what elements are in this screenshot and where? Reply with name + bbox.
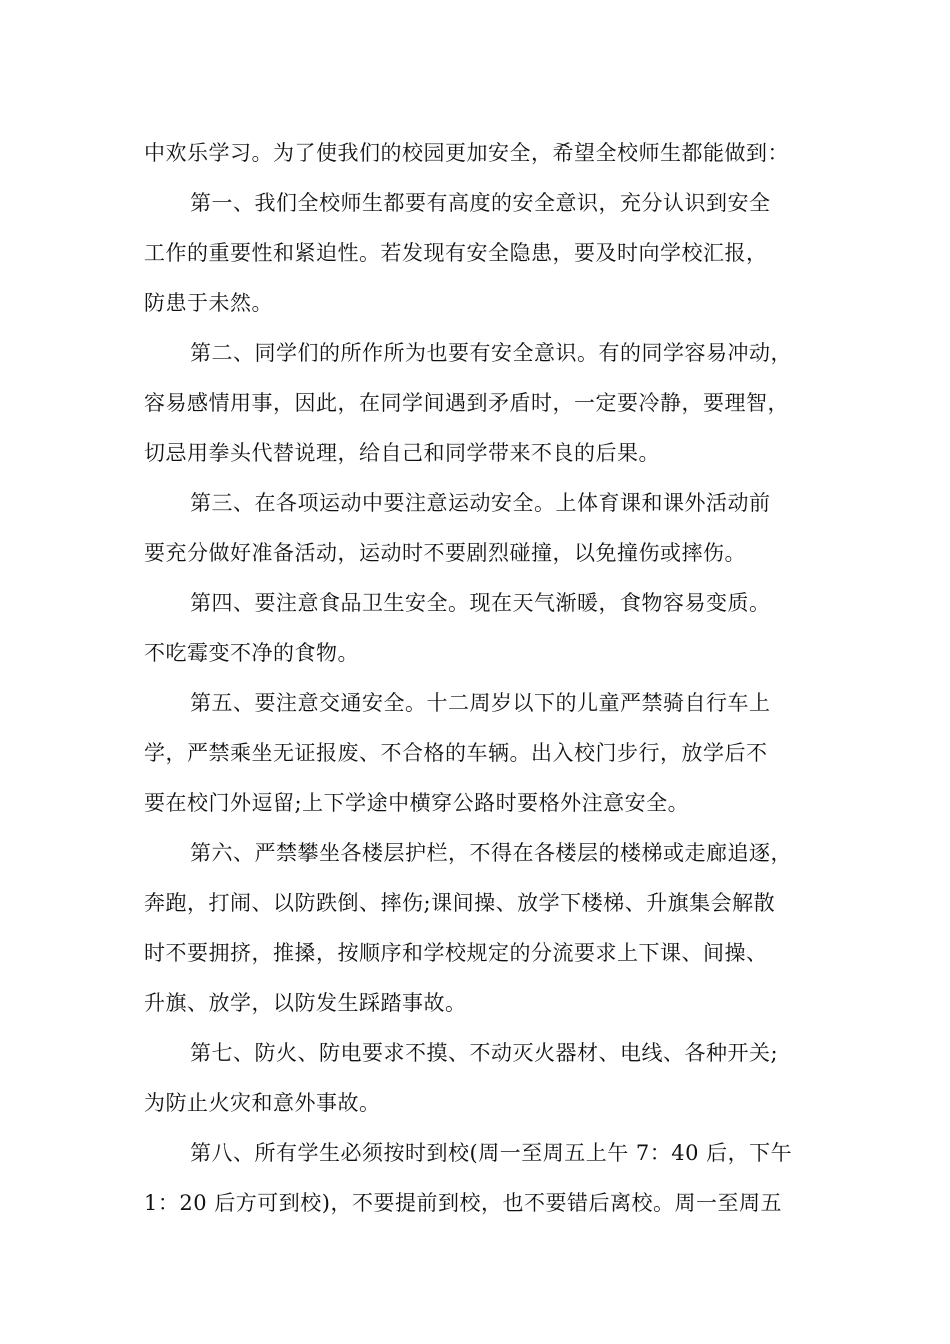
text-line: 为防止火灾和意外事故。 [144, 1091, 381, 1115]
text-line: 时不要拥挤，推搡，按顺序和学校规定的分流要求上下课、间操、 [144, 941, 768, 965]
body-text [144, 128, 814, 1228]
text-line: 要在校门外逗留;上下学途中横穿公路时要格外注意安全。 [144, 791, 690, 815]
text-line: 工作的重要性和紧迫性。若发现有安全隐患，要及时向学校汇报， [144, 241, 768, 265]
paragraph-first-line: 第六、严禁攀坐各楼层护栏，不得在各楼层的楼梯或走廊追逐， [190, 841, 792, 865]
text-line: 要充分做好准备活动，运动时不要剧烈碰撞，以免撞伤或摔伤。 [144, 541, 746, 565]
text-line: 不吃霉变不净的食物。 [144, 641, 359, 665]
paragraph-first-line: 第一、我们全校师生都要有高度的安全意识，充分认识到安全 [190, 191, 771, 215]
paragraph-first-line: 第二、同学们的所作所为也要有安全意识。有的同学容易冲动， [190, 341, 792, 365]
text-line: 中欢乐学习。为了使我们的校园更加安全，希望全校师生都能做到： [144, 141, 789, 165]
text-line: 奔跑，打闹、以防跌倒、摔伤;课间操、放学下楼梯、升旗集会解散 [144, 891, 776, 915]
text-line: 1：20 后方可到校)，不要提前到校，也不要错后离校。周一至周五 [144, 1191, 782, 1215]
paragraph-first-line: 第五、要注意交通安全。十二周岁以下的儿童严禁骑自行车上 [190, 691, 771, 715]
paragraph-first-line: 第八、所有学生必须按时到校(周一至周五上午 7：40 后，下午 [190, 1141, 793, 1165]
text-line: 升旗、放学，以防发生踩踏事故。 [144, 991, 467, 1015]
paragraph-first-line: 第四、要注意食品卫生安全。现在天气渐暖，食物容易变质。 [190, 591, 771, 615]
text-line: 防患于未然。 [144, 291, 273, 315]
text-line: 切忌用拳头代替说理，给自己和同学带来不良的后果。 [144, 441, 660, 465]
text-line: 学，严禁乘坐无证报废、不合格的车辆。出入校门步行，放学后不 [144, 741, 768, 765]
paragraph-first-line: 第七、防火、防电要求不摸、不动灭火器材、电线、各种开关; [190, 1041, 779, 1065]
text-line: 容易感情用事，因此，在同学间遇到矛盾时，一定要冷静，要理智， [144, 391, 789, 415]
paragraph-first-line: 第三、在各项运动中要注意运动安全。上体育课和课外活动前 [190, 491, 771, 515]
